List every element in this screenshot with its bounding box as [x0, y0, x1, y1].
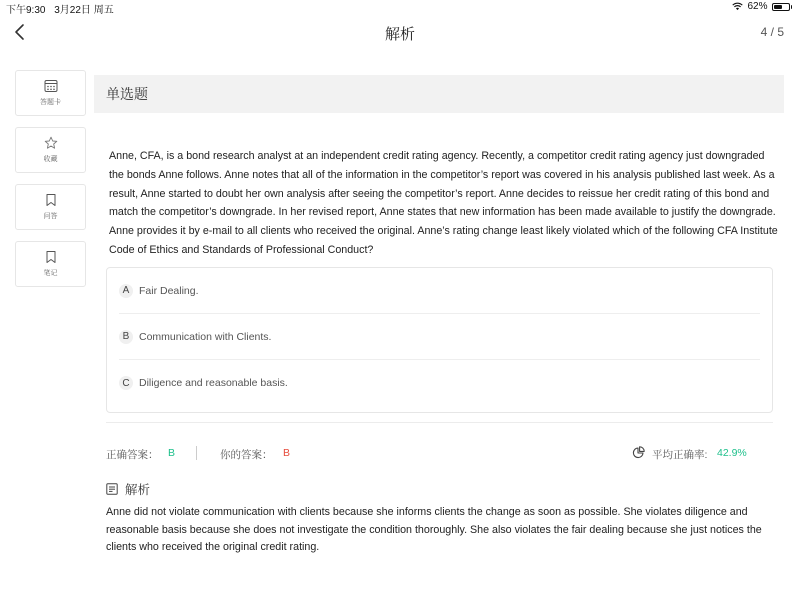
option-text: Communication with Clients. — [139, 330, 272, 343]
option-text: Fair Dealing. — [139, 284, 199, 297]
average-rate-value: 42.9% — [717, 447, 747, 459]
bookmark-icon — [44, 250, 58, 264]
favorite-button[interactable] — [15, 127, 86, 173]
question-stem: Anne, CFA, is a bond research analyst at an independent credit rating agency. Recently, a competitor credit rating agency just downgraded the bonds Anne follows. Anne notes that all of the information in the competitor’s report was covered in his analysis published last week. As a result, Anne started to doubt her own analysis after seeing the competitor’s report. Anne decides to reissue her credit rating of this bond and match the competitor’s downgrade. In her revised report, Anne states that new information has been made available to justify the downgrade. Anne provides it by e-mail to all clients who received the original. Anne’s rating change least likely violated which of the following CFA Institute Code of Ethics and Standards of Professional Conduct? — [109, 150, 778, 256]
option-letter: C — [119, 376, 133, 390]
divider — [106, 422, 773, 423]
wifi-icon — [732, 2, 743, 11]
qa-label: 问答 — [43, 213, 58, 220]
document-icon — [106, 483, 118, 495]
bookmark-icon — [44, 193, 58, 207]
qa-button[interactable] — [15, 184, 86, 230]
answer-summary — [106, 446, 773, 462]
battery-icon — [772, 3, 793, 11]
option-letter: B — [119, 330, 133, 344]
answer-card-label: 答题卡 — [40, 99, 61, 106]
battery-percent: 62% — [747, 1, 768, 12]
user-answer-label: 你的答案： — [220, 449, 273, 461]
average-rate-label: 平均正确率: — [652, 449, 708, 461]
correct-answer-label: 正确答案： — [106, 449, 159, 461]
option-b[interactable] — [119, 314, 760, 360]
status-right — [732, 1, 792, 12]
page-counter: 4 / 5 — [760, 25, 784, 39]
user-answer-value: B — [283, 447, 291, 459]
correct-answer-value: B — [168, 447, 176, 459]
option-a[interactable] — [119, 268, 760, 314]
status-time: 下午9:30 — [6, 5, 46, 16]
option-c[interactable] — [119, 360, 760, 406]
page-title: 解析 — [384, 26, 415, 43]
pie-chart-icon — [632, 446, 645, 459]
star-icon — [44, 136, 58, 150]
option-text: Diligence and reasonable basis. — [139, 377, 288, 389]
notes-label: 笔记 — [43, 270, 58, 277]
option-letter: A — [119, 284, 133, 298]
side-toolbar — [15, 70, 86, 298]
answer-card-button[interactable] — [15, 70, 86, 116]
nav-bar — [0, 14, 800, 50]
favorite-label: 收藏 — [43, 156, 58, 163]
separator — [196, 446, 197, 460]
analysis-header — [106, 480, 150, 498]
status-bar — [0, 0, 800, 14]
analysis-text: Anne did not violate communication with clients because she informs clients the change as soon as possible. She violates diligence and reasonable basis because she does not investigate the condition thoroughly. She also violates the fair dealing because she just notices the clients who received the original credit rating. — [106, 506, 762, 553]
answer-card-icon — [44, 79, 58, 93]
status-date: 3月22日 周五 — [54, 5, 114, 16]
notes-button[interactable] — [15, 241, 86, 287]
options-list — [106, 267, 773, 413]
question-type-header: 单选题 — [94, 75, 784, 113]
analysis-title: 解析 — [125, 483, 151, 497]
